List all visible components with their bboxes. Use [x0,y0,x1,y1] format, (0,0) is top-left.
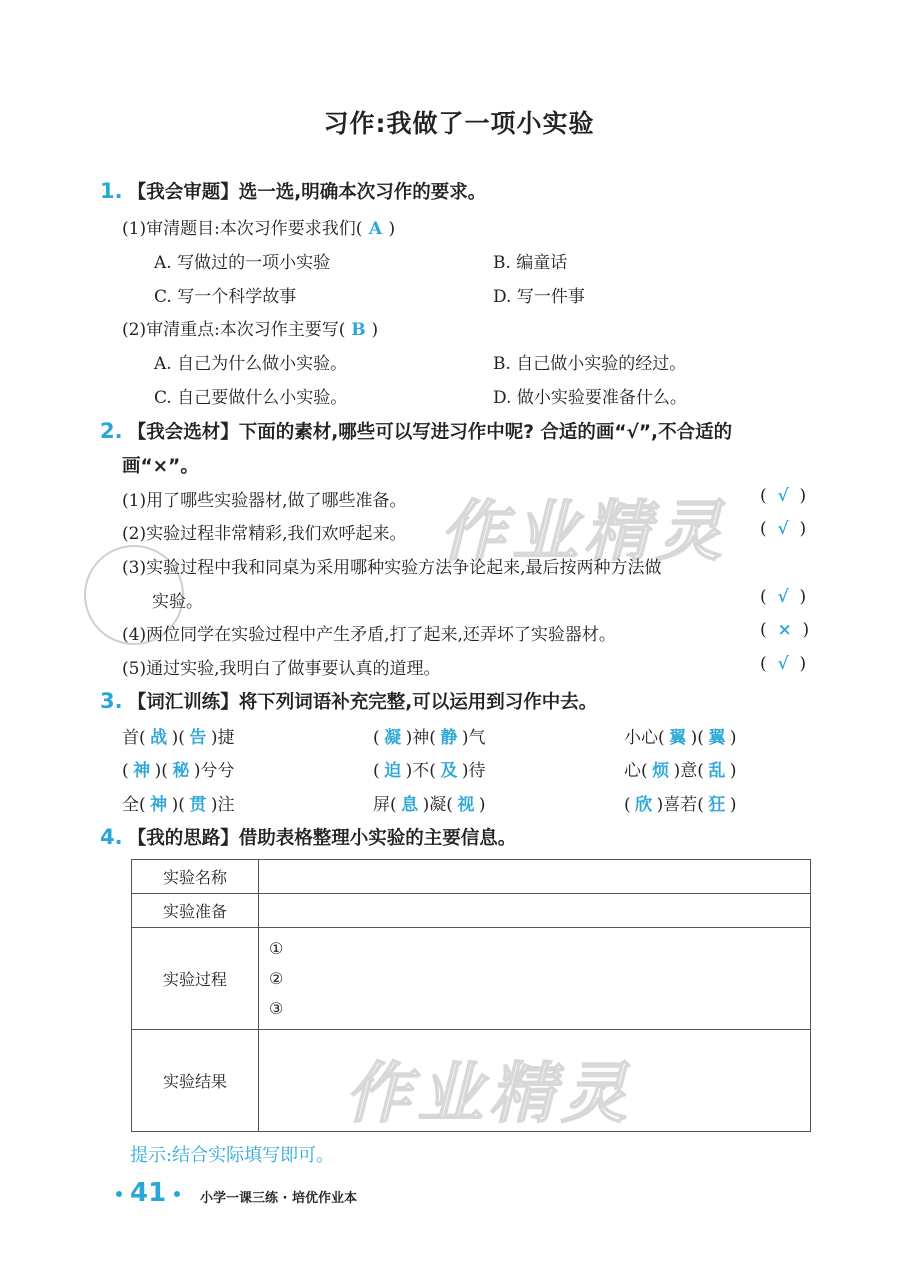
answer-mark: √ [777,587,789,607]
word-part: )( [171,795,185,815]
question-3-heading [100,688,597,714]
row-label-name: 实验名称 [132,860,259,894]
question-4-heading [100,824,516,850]
q2-item-3-mark: ( √ ) [760,587,807,607]
step-3-marker: ③ [269,998,284,1018]
q2-item-2: (2)实验过程非常精彩,我们欢呼起来。 [122,524,407,544]
word-part: ( [624,795,631,815]
answer-text: 烦 [652,761,670,781]
page-number-text: 41 [130,1178,167,1208]
word-part: 屏( [373,795,397,815]
q1-sub2-option-b: B. 自己做小实验的经过。 [493,354,687,374]
answer-mark: √ [777,519,789,539]
watermark-bottom: 作业精灵 [345,1055,633,1132]
word-part: )注 [210,795,235,815]
q2-item-4: (4)两位同学在实验过程中产生矛盾,打了起来,还弄坏了实验器材。 [122,625,616,645]
word-part: )待 [461,761,486,781]
q2-item-3-cont: 实验。 [152,592,203,612]
word-part: 心( [624,761,648,781]
experiment-preparation-field[interactable] [259,894,811,928]
q2-item-4-mark: ( × ) [760,620,810,640]
question-number: 1. [100,179,123,203]
step-1-marker: ① [269,938,284,958]
word-part: 小心( [624,728,665,748]
question-number: 2. [100,419,123,443]
answer-text: 凝 [384,728,402,748]
answer-text: 狂 [708,795,726,815]
answer-mark: √ [777,486,789,506]
footer-book-title: 小学一课三练 · 培优作业本 [200,1191,357,1206]
word-part: )( [690,728,704,748]
answer-mark: × [777,620,792,640]
step-2-marker: ② [269,968,284,988]
experiment-name-field[interactable] [259,860,811,894]
q1-sub2-close: ) [371,320,379,340]
q2-item-2-mark: ( √ ) [760,519,807,539]
answer-text: 息 [401,795,419,815]
word-part: ) [729,795,737,815]
word-part: ) [478,795,486,815]
experiment-process-field[interactable] [259,928,811,1030]
hint-text: 提示:结合实际填写即可。 [130,1145,335,1166]
answer-text: 战 [150,728,168,748]
q2-item-5: (5)通过实验,我明白了做事要认真的道理。 [122,659,441,679]
q2-item-5-mark: ( √ ) [760,654,807,674]
word-fill-1 [122,723,235,748]
word-part: )气 [461,728,486,748]
word-fill-5 [373,756,486,781]
question-prompt: 【词汇训练】将下列词语补充完整,可以运用到习作中去。 [127,692,598,713]
answer-text: 乱 [708,761,726,781]
answer-mark: √ [777,654,789,674]
word-part: ( [122,761,129,781]
answer-text: 贯 [189,795,207,815]
word-fill-8 [373,790,486,815]
word-part: ) [729,761,737,781]
answer-text: 及 [440,761,458,781]
row-label-result: 实验结果 [132,1030,259,1132]
q2-item-3: (3)实验过程中我和同桌为采用哪种实验方法争论起来,最后按两种方法做 [122,558,662,578]
word-fill-2 [373,723,486,748]
answer-text: A [368,219,383,239]
q1-sub2-prompt: (2)审清重点:本次习作主要写( [122,320,346,340]
word-part: )凝( [422,795,453,815]
word-part: )神( [405,728,436,748]
page-title: 习作:我做了一项小实验 [323,109,595,138]
q1-sub1-option-a: A. 写做过的一项小实验 [154,253,331,273]
word-fill-4 [122,756,235,781]
bullet-icon [174,1191,180,1197]
page-number [108,1178,188,1208]
q1-sub1-option-b: B. 编童话 [493,253,568,273]
experiment-info-table [131,859,811,1132]
answer-text: 欣 [635,795,653,815]
watermark-top: 作业精灵 [440,493,728,570]
answer-text: 翼 [708,728,726,748]
word-part: )( [171,728,185,748]
answer-text: 迫 [384,761,402,781]
q1-sub1 [122,214,395,239]
answer-text: B [351,320,366,340]
word-part: 首( [122,728,146,748]
question-number: 3. [100,689,123,713]
word-part: 全( [122,795,146,815]
word-part: ( [373,728,380,748]
word-part: )兮兮 [193,761,235,781]
row-label-preparation: 实验准备 [132,894,259,928]
word-part: ) [729,728,737,748]
q1-sub1-prompt: (1)审清题目:本次习作要求我们( [122,219,363,239]
answer-text: 告 [189,728,207,748]
q1-sub1-option-d: D. 写一件事 [493,287,585,307]
answer-text: 视 [457,795,475,815]
question-number: 4. [100,825,123,849]
question-1-heading [100,178,486,204]
word-fill-9 [624,790,737,815]
word-part: ( [373,761,380,781]
word-fill-7 [122,790,235,815]
word-fill-6 [624,756,737,781]
question-2-heading [100,418,732,444]
word-fill-3 [624,723,737,748]
answer-text: 神 [150,795,168,815]
question-prompt: 【我的思路】借助表格整理小实验的主要信息。 [127,828,517,849]
question-prompt: 【我会选材】下面的素材,哪些可以写进习作中呢? 合适的画“√”,不合适的 [127,422,733,443]
q1-sub2 [122,315,378,340]
question-prompt: 【我会审题】选一选,明确本次习作的要求。 [127,182,487,203]
word-part: )不( [405,761,436,781]
q1-sub2-option-d: D. 做小实验要准备什么。 [493,388,687,408]
word-part: )( [154,761,168,781]
question-prompt-cont: 画“×”。 [122,456,199,477]
experiment-result-field[interactable] [259,1030,811,1132]
answer-text: 神 [133,761,151,781]
q2-item-1: (1)用了哪些实验器材,做了哪些准备。 [122,491,407,511]
word-part: )捷 [210,728,235,748]
q1-sub2-option-a: A. 自己为什么做小实验。 [154,354,348,374]
answer-text: 静 [440,728,458,748]
q1-sub1-close: ) [388,219,396,239]
word-part: )喜若( [656,795,704,815]
word-part: )意( [673,761,704,781]
row-label-process: 实验过程 [132,928,259,1030]
answer-text: 翼 [669,728,687,748]
bullet-icon [116,1191,122,1197]
q1-sub2-option-c: C. 自己要做什么小实验。 [154,388,348,408]
q2-item-1-mark: ( √ ) [760,486,807,506]
answer-text: 秘 [172,761,190,781]
q1-sub1-option-c: C. 写一个科学故事 [154,287,297,307]
